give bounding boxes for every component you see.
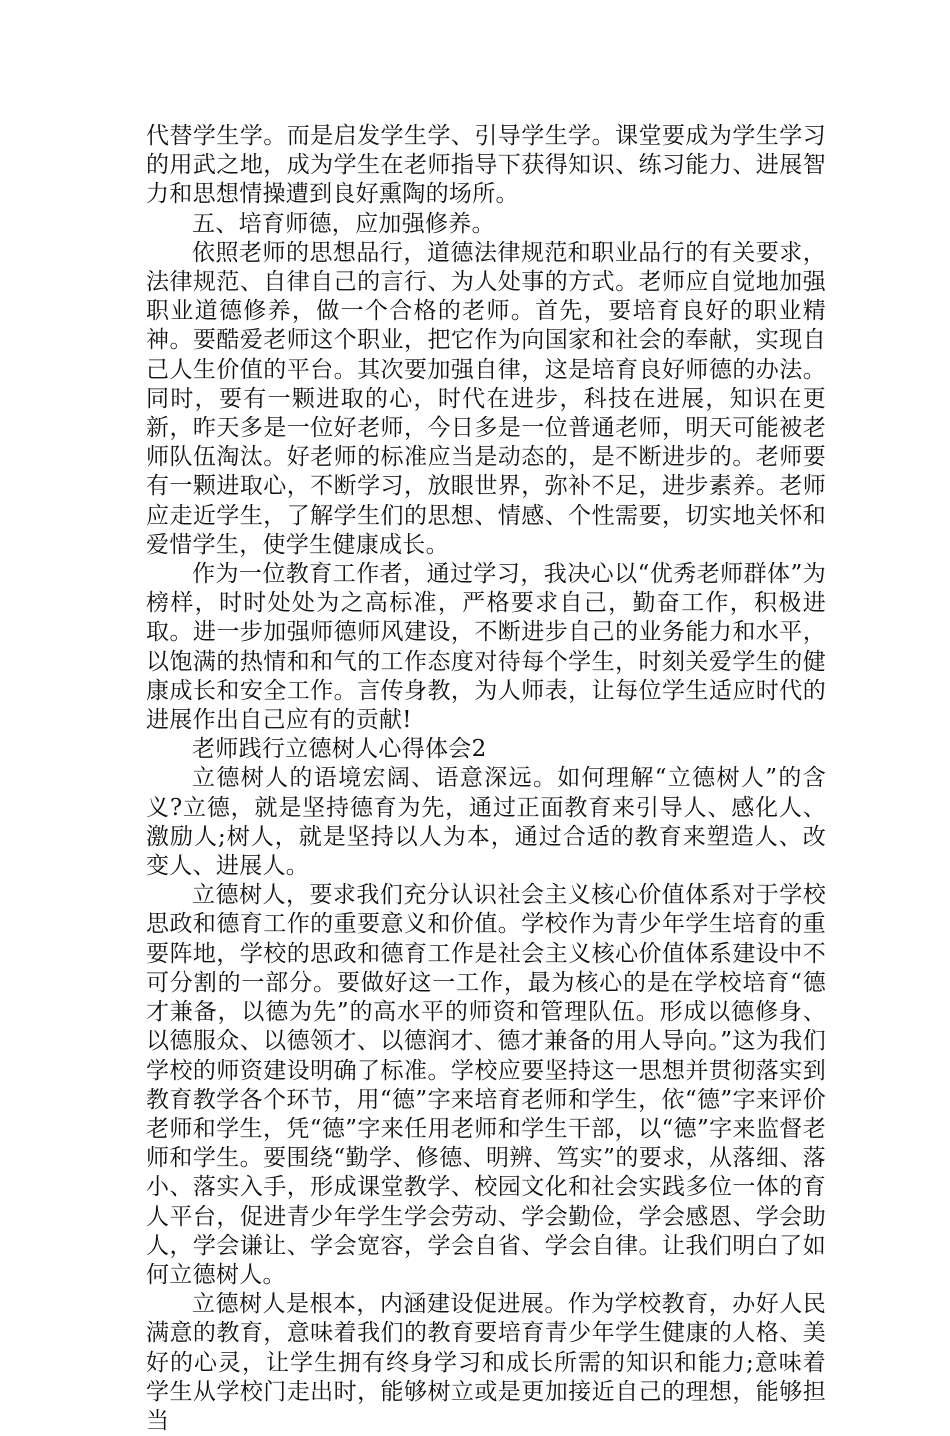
section-heading-5: 五、培育师德，应加强修养。 [192,210,495,237]
document-body [146,122,826,1436]
paragraph-2: 依照老师的思想品行，道德法律规范和职业品行的有关要求，法律规范、自律自己的言行、为人处事的方式。老师应自觉地加强职业道德修养，做一个合格的老师。首先，要培育良好的职业精神。要酷爱老师这个职业，把它作为向国家和社会的奉献，实现自己人生价值的平台。其次要加强自律，这是培育良好师德的办法。同时，要有一颗进取的心，时代在进步，科技在进展，知识在更新，昨天多是一位好老师，今日多是一位普通老师，明天可能被老师队伍淘汰。好老师的标准应当是动态的，是不断进步的。老师要有一颗进取心，不断学习，放眼世界，弥补不足，进步素养。老师应走近学生，了解学生们的思想、情感、个性需要，切实地关怀和爱惜学生，使学生健康成长。 [146,239,826,558]
paragraph-1: 代替学生学。而是启发学生学、引导学生学。课堂要成为学生学习的用武之地，成为学生在老师指导下获得知识、练习能力、进展智力和思想情操遭到良好熏陶的场所。 [146,123,826,208]
article-title-2: 老师践行立德树人心得体会2 [192,736,487,763]
paragraph-4: 立德树人的语境宏阔、语意深远。如何理解“立德树人”的含义?立德，就是坚持德育为先，通过正面教育来引导人、感化人、激励人;树人，就是坚持以人为本，通过合适的教育来塑造人、改变人、进展人。 [146,765,826,880]
paragraph-5: 立德树人，要求我们充分认识社会主义核心价值体系对于学校思政和德育工作的重要意义和价值。学校作为青少年学生培育的重要阵地，学校的思政和德育工作是社会主义核心价值体系建设中不可分割的一部分。要做好这一工作，最为核心的是在学校培育“德才兼备，以德为先”的高水平的师资和管理队伍。形成以德修身、以德服众、以德领才、以德润才、德才兼备的用人导向。”这为我们学校的师资建设明确了标准。学校应要坚持这一思想并贯彻落实到教育教学各个环节，用“德”字来培育老师和学生，依“德”字来评价老师和学生，凭“德”字来任用老师和学生干部，以“德”字来监督老师和学生。要围绕“勤学、修德、明辨、笃实”的要求，从落细、落小、落实入手，形成课堂教学、校园文化和社会实践多位一体的育人平台，促进青少年学生学会劳动、学会勤俭，学会感恩、学会助人，学会谦让、学会宽容，学会自省、学会自律。让我们明白了如何立德树人。 [146,882,826,1288]
paragraph-3: 作为一位教育工作者，通过学习，我决心以“优秀老师群体”为榜样，时时处处为之高标准，严格要求自己，勤奋工作，积极进取。进一步加强师德师风建设，不断进步自己的业务能力和水平，以饱满的热情和和气的工作态度对待每个学生，时刻关爱学生的健康成长和安全工作。言传身教，为人师表，让每位学生适应时代的进展作出自己应有的贡献! [146,561,826,734]
paragraph-6: 立德树人是根本，内涵建设促进展。作为学校教育，办好人民满意的教育，意味着我们的教育要培育青少年学生健康的人格、美好的心灵，让学生拥有终身学习和成长所需的知识和能力;意味着学生从学校门走出时，能够树立或是更加接近自己的理想，能够担当 [146,1291,826,1434]
